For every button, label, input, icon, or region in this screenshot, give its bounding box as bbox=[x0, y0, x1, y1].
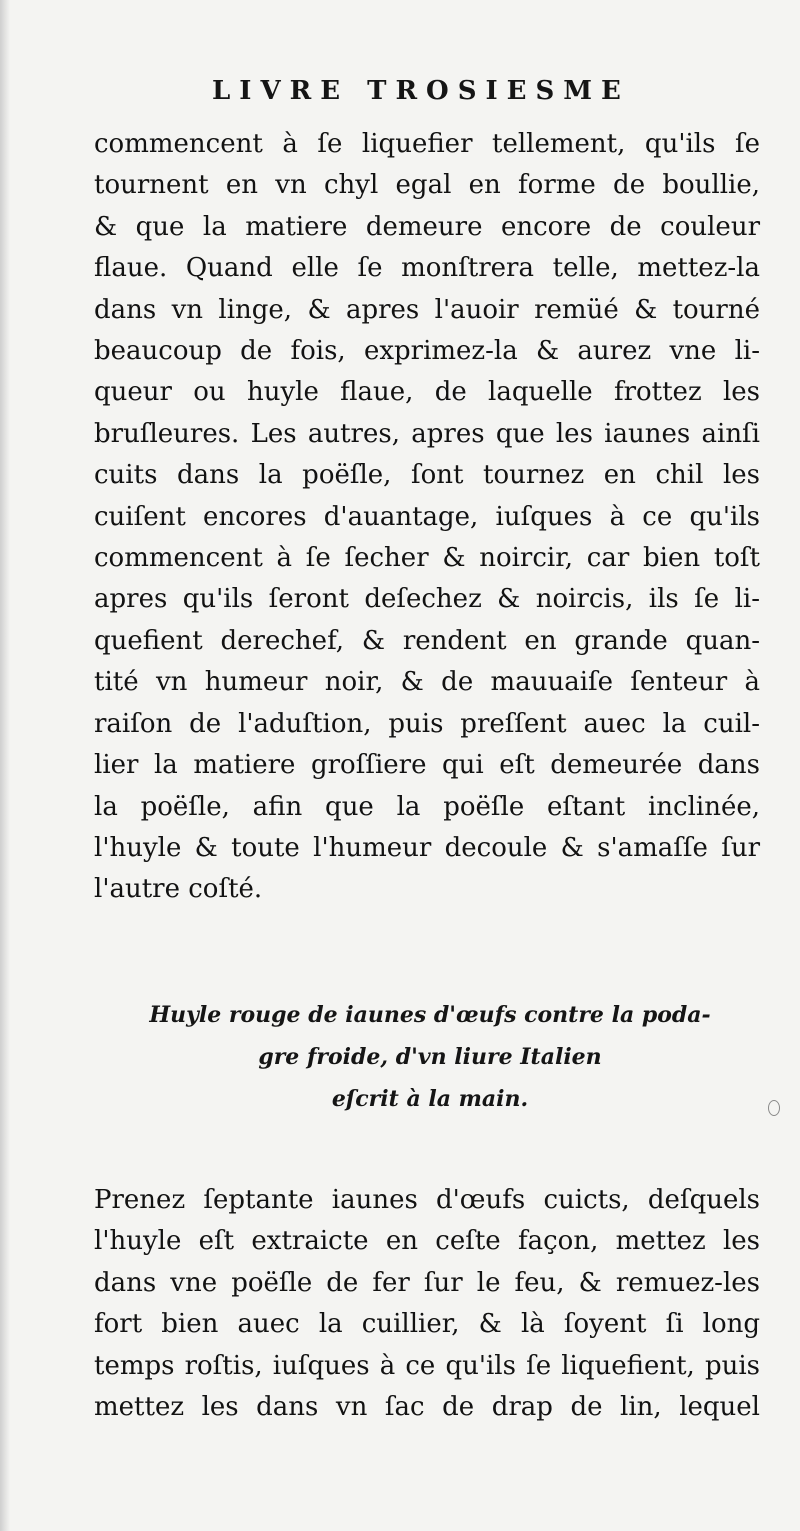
text-line: queur ou huyle flaue, de laquelle frottez les bbox=[94, 377, 760, 408]
text-line: mettez les dans vn ſac de drap de lin, lequel bbox=[94, 1392, 760, 1423]
text-line: dans vn linge, & apres l'auoir remüé & tourné bbox=[94, 294, 760, 325]
text-line: l'autre coſté. bbox=[94, 874, 263, 905]
heading-line: Huyle rouge de iaunes d'œufs contre la poda- bbox=[149, 1002, 711, 1028]
page-gutter-shadow bbox=[0, 0, 10, 1531]
text-line: quefient derechef, & rendent en grande quan- bbox=[94, 625, 760, 656]
text-line: & que la matiere demeure encore de couleur bbox=[94, 211, 760, 242]
text-line: dans vne poëſle de fer ſur le feu, & remuez-les bbox=[94, 1267, 760, 1298]
paragraph-2 bbox=[94, 1180, 760, 1428]
section-heading bbox=[100, 994, 760, 1120]
text-line: cuits dans la poëſle, ſont tournez en chil les bbox=[94, 460, 760, 491]
text-line: beaucoup de fois, exprimez-la & aurez vne li- bbox=[94, 336, 760, 367]
heading-line: eſcrit à la main. bbox=[331, 1086, 529, 1112]
text-line: apres qu'ils ſeront deſechez & noircis, ils ſe li- bbox=[94, 584, 760, 615]
running-head: LIVRE TROSIESME bbox=[212, 76, 630, 106]
text-line: l'huyle eſt extraicte en ceſte façon, mettez les bbox=[94, 1226, 760, 1257]
text-line: temps roſtis, iuſques à ce qu'ils ſe liquefient, puis bbox=[94, 1350, 760, 1381]
text-line: bruſleures. Les autres, apres que les iaunes ainſi bbox=[94, 418, 760, 449]
paragraph-1 bbox=[94, 124, 760, 911]
heading-line: gre froide, d'vn liure Italien bbox=[258, 1044, 602, 1070]
text-line: l'huyle & toute l'humeur decoule & s'amaſſe ſur bbox=[94, 832, 760, 863]
text-line: commencent à ſe liquefier tellement, qu'ils ſe bbox=[94, 129, 760, 159]
text-line: tité vn humeur noir, & de mauuaiſe ſenteur à bbox=[94, 667, 760, 698]
text-line: commencent à ſe ſecher & noircir, car bien toſt bbox=[94, 543, 760, 574]
text-line: lier la matiere groſſiere qui eſt demeurée dans bbox=[94, 750, 760, 781]
text-line: la poëſle, afin que la poëſle eſtant inclinée, bbox=[94, 791, 760, 822]
text-line: Prenez ſeptante iaunes d'œufs cuicts, deſquels bbox=[94, 1185, 760, 1215]
text-line: fort bien auec la cuillier, & là ſoyent ſi long bbox=[94, 1309, 760, 1340]
text-line: cuiſent encores d'auantage, iuſques à ce qu'ils bbox=[94, 501, 760, 532]
margin-mark bbox=[768, 1100, 780, 1116]
text-line: tournent en vn chyl egal en forme de boullie, bbox=[94, 170, 760, 201]
text-line: raiſon de l'aduſtion, puis preſſent auec la cuil- bbox=[94, 708, 760, 739]
text-line: flaue. Quand elle ſe monſtrera telle, mettez-la bbox=[94, 253, 760, 284]
